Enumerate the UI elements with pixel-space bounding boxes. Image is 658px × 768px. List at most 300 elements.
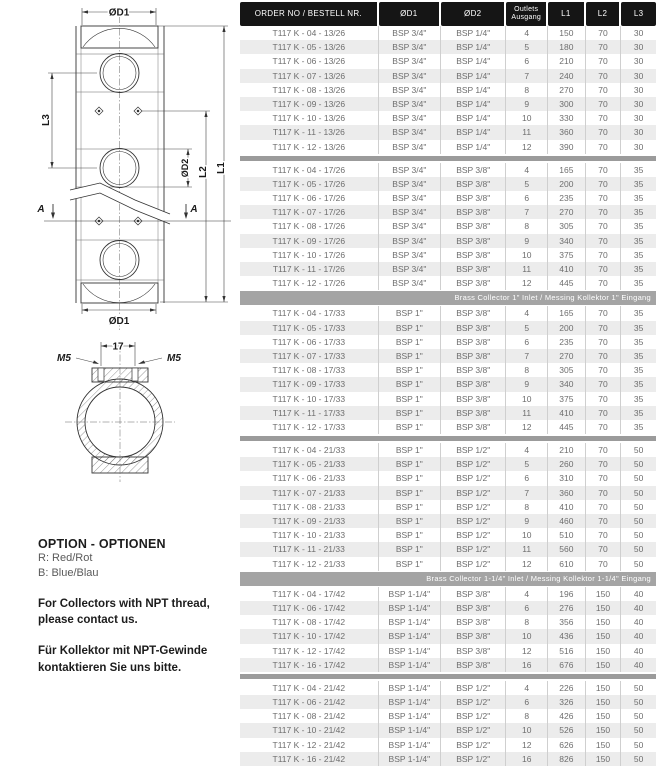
order-no-cell: T117 K - 04 - 17/42 (240, 587, 379, 601)
column-header-l2: L2 (586, 2, 622, 26)
value-cell: 50 (633, 501, 644, 512)
value-cell: 10 (506, 629, 548, 643)
value-cell: BSP 3/8" (441, 644, 506, 658)
value-cell: BSP 3/8" (441, 420, 506, 434)
value-cell: BSP 1/4" (441, 97, 506, 111)
order-no-cell: T117 K - 08 - 17/42 (240, 615, 379, 629)
order-table (238, 0, 658, 768)
dim-label-l1: L1 (216, 162, 227, 174)
value-cell: BSP 3/4" (379, 140, 441, 154)
option-blue: B: Blue/Blau (38, 567, 99, 580)
column-header-l3: L3 (621, 2, 656, 26)
value-cell: 7 (506, 349, 548, 363)
value-cell: 560 (548, 542, 586, 556)
table-row (240, 205, 656, 219)
section-banner: Brass Collector 1" Inlet / Messing Kollektor 1" Eingang (240, 291, 656, 305)
value-cell: 165 (548, 306, 586, 320)
value-cell: BSP 1/2" (441, 528, 506, 542)
value-cell: BSP 3/4" (379, 262, 441, 276)
value-cell: BSP 1" (379, 471, 441, 485)
table-row (240, 83, 656, 97)
value-cell: BSP 1" (379, 406, 441, 420)
value-cell: BSP 3/8" (441, 163, 506, 177)
value-cell: 4 (506, 587, 548, 601)
order-no-cell: T117 K - 07 - 17/33 (240, 349, 379, 363)
value-cell: 4 (506, 306, 548, 320)
column-header-outlets-de: Ausgang (511, 14, 542, 21)
table-header-row (240, 2, 656, 26)
value-cell: 70 (586, 111, 622, 125)
value-cell: BSP 3/8" (441, 191, 506, 205)
table-row (240, 125, 656, 139)
section-label-a-right: A (190, 204, 198, 215)
value-cell: BSP 3/8" (441, 321, 506, 335)
value-cell: 8 (506, 709, 548, 723)
value-cell: 516 (548, 644, 586, 658)
value-cell: 375 (548, 392, 586, 406)
value-cell: 626 (548, 738, 586, 752)
value-cell: 610 (548, 557, 586, 571)
table-row (240, 177, 656, 191)
value-cell: BSP 1/2" (441, 695, 506, 709)
table-row (240, 306, 656, 320)
table-row (240, 542, 656, 556)
value-cell: BSP 3/8" (441, 219, 506, 233)
value-cell: 360 (548, 486, 586, 500)
table-row (240, 709, 656, 723)
value-cell: BSP 3/8" (441, 658, 506, 672)
value-cell: BSP 1/2" (441, 723, 506, 737)
value-cell: 50 (633, 739, 644, 750)
order-no-cell: T117 K - 12 - 17/42 (240, 644, 379, 658)
value-cell: BSP 1/2" (441, 738, 506, 752)
value-cell: BSP 1" (379, 306, 441, 320)
value-cell: 8 (506, 219, 548, 233)
value-cell: BSP 1-1/4" (379, 644, 441, 658)
table-row (240, 644, 656, 658)
value-cell: BSP 3/4" (379, 54, 441, 68)
order-no-cell: T117 K - 12 - 21/42 (240, 738, 379, 752)
order-no-cell: T117 K - 12 - 17/33 (240, 420, 379, 434)
value-cell: BSP 1-1/4" (379, 695, 441, 709)
value-cell: 70 (586, 321, 622, 335)
value-cell: 35 (633, 350, 644, 361)
options-block (38, 537, 236, 676)
value-cell: 50 (633, 459, 644, 470)
value-cell: BSP 1/4" (441, 83, 506, 97)
value-cell: BSP 1/2" (441, 486, 506, 500)
value-cell: 30 (633, 70, 644, 81)
dim-label-m5-right: M5 (167, 353, 181, 364)
value-cell: BSP 1" (379, 377, 441, 391)
table-row (240, 248, 656, 262)
table-row (240, 377, 656, 391)
order-no-cell: T117 K - 07 - 17/26 (240, 205, 379, 219)
value-cell: 40 (633, 617, 644, 628)
value-cell: 436 (548, 629, 586, 643)
value-cell: 30 (633, 84, 644, 95)
value-cell: BSP 3/8" (441, 615, 506, 629)
value-cell: 356 (548, 615, 586, 629)
value-cell: 12 (506, 276, 548, 290)
value-cell: 70 (586, 163, 622, 177)
value-cell: BSP 3/8" (441, 177, 506, 191)
value-cell: 6 (506, 471, 548, 485)
order-no-cell: T117 K - 04 - 17/26 (240, 163, 379, 177)
order-no-cell: T117 K - 11 - 17/33 (240, 406, 379, 420)
value-cell: 50 (633, 487, 644, 498)
order-no-cell: T117 K - 06 - 17/33 (240, 335, 379, 349)
value-cell: 35 (633, 264, 644, 274)
value-cell: BSP 1" (379, 457, 441, 471)
table-row (240, 26, 656, 40)
value-cell: BSP 1" (379, 486, 441, 500)
value-cell: 6 (506, 191, 548, 205)
value-cell: 10 (506, 528, 548, 542)
option-red: R: Red/Rot (38, 552, 93, 564)
order-no-cell: T117 K - 10 - 17/26 (240, 248, 379, 262)
value-cell: 326 (548, 695, 586, 709)
value-cell: 30 (633, 56, 644, 67)
value-cell: BSP 1" (379, 420, 441, 434)
value-cell: 150 (548, 26, 586, 40)
value-cell: BSP 3/8" (441, 587, 506, 601)
dim-label-l3: L3 (41, 114, 52, 126)
order-no-cell: T117 K - 04 - 17/33 (240, 306, 379, 320)
value-cell: 150 (586, 695, 622, 709)
value-cell: BSP 1" (379, 321, 441, 335)
value-cell: 150 (586, 615, 622, 629)
value-cell: 260 (548, 457, 586, 471)
table-body (240, 26, 656, 768)
column-header-d1: ØD1 (379, 2, 441, 26)
value-cell: 70 (586, 26, 622, 40)
value-cell: BSP 3/4" (379, 83, 441, 97)
value-cell: 70 (586, 420, 622, 434)
order-no-cell: T117 K - 08 - 21/33 (240, 500, 379, 514)
value-cell: 50 (633, 445, 644, 456)
order-no-cell: T117 K - 08 - 13/26 (240, 83, 379, 97)
value-cell: 30 (633, 141, 644, 152)
table-row (240, 471, 656, 485)
value-cell: BSP 1/2" (441, 500, 506, 514)
value-cell: BSP 1-1/4" (379, 738, 441, 752)
value-cell: 226 (548, 681, 586, 695)
table-row (240, 681, 656, 695)
value-cell: BSP 1/4" (441, 111, 506, 125)
value-cell: BSP 1/4" (441, 69, 506, 83)
value-cell: 676 (548, 658, 586, 672)
value-cell: 70 (586, 276, 622, 290)
value-cell: BSP 1" (379, 514, 441, 528)
value-cell: 210 (548, 54, 586, 68)
value-cell: 11 (506, 125, 548, 139)
value-cell: BSP 3/8" (441, 377, 506, 391)
value-cell: 8 (506, 615, 548, 629)
order-no-cell: T117 K - 07 - 13/26 (240, 69, 379, 83)
value-cell: 8 (506, 363, 548, 377)
value-cell: BSP 3/4" (379, 205, 441, 219)
block-separator-bar (240, 436, 656, 441)
value-cell: BSP 3/4" (379, 177, 441, 191)
value-cell: 11 (506, 542, 548, 556)
value-cell: BSP 1/2" (441, 709, 506, 723)
order-no-cell: T117 K - 09 - 13/26 (240, 97, 379, 111)
order-no-cell: T117 K - 11 - 13/26 (240, 125, 379, 139)
value-cell: 150 (586, 723, 622, 737)
value-cell: 35 (633, 379, 644, 390)
table-row (240, 629, 656, 643)
value-cell: 50 (633, 558, 644, 569)
value-cell: 4 (506, 681, 548, 695)
value-cell: 70 (586, 248, 622, 262)
order-no-cell: T117 K - 11 - 21/33 (240, 542, 379, 556)
value-cell: 10 (506, 392, 548, 406)
order-no-cell: T117 K - 07 - 21/33 (240, 486, 379, 500)
value-cell: 460 (548, 514, 586, 528)
dim-label-d2: ØD2 (180, 158, 190, 178)
value-cell: BSP 1/2" (441, 557, 506, 571)
order-no-cell: T117 K - 05 - 17/33 (240, 321, 379, 335)
value-cell: 445 (548, 420, 586, 434)
value-cell: 7 (506, 205, 548, 219)
value-cell: 70 (586, 363, 622, 377)
value-cell: 6 (506, 695, 548, 709)
order-no-cell: T117 K - 11 - 17/26 (240, 262, 379, 276)
table-row (240, 738, 656, 752)
value-cell: BSP 3/4" (379, 69, 441, 83)
value-cell: BSP 3/8" (441, 629, 506, 643)
value-cell: 210 (548, 443, 586, 457)
value-cell: 70 (586, 457, 622, 471)
value-cell: 35 (633, 407, 644, 418)
order-no-cell: T117 K - 10 - 21/42 (240, 723, 379, 737)
table-row (240, 163, 656, 177)
value-cell: BSP 1-1/4" (379, 723, 441, 737)
order-no-cell: T117 K - 16 - 17/42 (240, 658, 379, 672)
value-cell: 30 (633, 42, 644, 53)
value-cell: BSP 1-1/4" (379, 752, 441, 766)
value-cell: BSP 1-1/4" (379, 681, 441, 695)
value-cell: 310 (548, 471, 586, 485)
dimension-labels (36, 8, 227, 328)
value-cell: 70 (586, 191, 622, 205)
value-cell: 70 (586, 392, 622, 406)
value-cell: BSP 1-1/4" (379, 587, 441, 601)
value-cell: 70 (586, 54, 622, 68)
order-no-cell: T117 K - 10 - 17/42 (240, 629, 379, 643)
value-cell: 510 (548, 528, 586, 542)
collector-section-view (65, 342, 175, 482)
value-cell: 330 (548, 111, 586, 125)
value-cell: 35 (633, 207, 644, 218)
value-cell: 50 (633, 682, 644, 693)
value-cell: 40 (633, 659, 644, 670)
value-cell: BSP 1" (379, 349, 441, 363)
value-cell: 410 (548, 500, 586, 514)
value-cell: 70 (586, 140, 622, 154)
value-cell: 410 (548, 262, 586, 276)
value-cell: BSP 3/4" (379, 125, 441, 139)
column-header-outlets (506, 2, 548, 26)
value-cell: 35 (633, 308, 644, 319)
dim-label-d1-top: ØD1 (108, 7, 130, 19)
table-row (240, 695, 656, 709)
value-cell: 12 (506, 644, 548, 658)
value-cell: BSP 3/4" (379, 97, 441, 111)
value-cell: 70 (586, 500, 622, 514)
value-cell: 390 (548, 140, 586, 154)
value-cell: 70 (586, 486, 622, 500)
value-cell: BSP 3/4" (379, 234, 441, 248)
table-row (240, 457, 656, 471)
block-separator-bar (240, 674, 656, 679)
value-cell: BSP 3/8" (441, 205, 506, 219)
value-cell: BSP 1/4" (441, 125, 506, 139)
value-cell: BSP 1/2" (441, 471, 506, 485)
value-cell: 50 (633, 544, 644, 555)
value-cell: 4 (506, 163, 548, 177)
value-cell: 9 (506, 514, 548, 528)
order-no-cell: T117 K - 08 - 17/26 (240, 219, 379, 233)
value-cell: BSP 1/2" (441, 752, 506, 766)
table-row (240, 406, 656, 420)
value-cell: 270 (548, 349, 586, 363)
value-cell: 35 (633, 249, 644, 260)
order-no-cell: T117 K - 10 - 21/33 (240, 528, 379, 542)
value-cell: BSP 1" (379, 443, 441, 457)
value-cell: 150 (586, 658, 622, 672)
table-row (240, 276, 656, 290)
value-cell: 5 (506, 40, 548, 54)
table-row (240, 514, 656, 528)
order-no-cell: T117 K - 04 - 21/33 (240, 443, 379, 457)
value-cell: 70 (586, 528, 622, 542)
value-cell: 30 (633, 28, 644, 38)
table-row (240, 69, 656, 83)
table-row (240, 392, 656, 406)
value-cell: 35 (633, 278, 644, 289)
table-row (240, 321, 656, 335)
table-row (240, 40, 656, 54)
value-cell: 70 (586, 177, 622, 191)
value-cell: 70 (586, 557, 622, 571)
value-cell: 35 (633, 322, 644, 333)
collector-front-view (70, 16, 170, 330)
table-row (240, 420, 656, 434)
value-cell: 70 (586, 443, 622, 457)
value-cell: 50 (633, 516, 644, 526)
value-cell: BSP 3/8" (441, 276, 506, 290)
value-cell: 35 (633, 221, 644, 232)
value-cell: BSP 1-1/4" (379, 709, 441, 723)
value-cell: BSP 3/4" (379, 163, 441, 177)
value-cell: 150 (586, 629, 622, 643)
value-cell: 70 (586, 335, 622, 349)
value-cell: BSP 1/2" (441, 514, 506, 528)
value-cell: 375 (548, 248, 586, 262)
value-cell: BSP 3/8" (441, 406, 506, 420)
order-no-cell: T117 K - 12 - 13/26 (240, 140, 379, 154)
value-cell: BSP 3/4" (379, 219, 441, 233)
value-cell: BSP 1/4" (441, 54, 506, 68)
value-cell: 5 (506, 177, 548, 191)
value-cell: BSP 1" (379, 528, 441, 542)
table-row (240, 723, 656, 737)
order-no-cell: T117 K - 09 - 17/33 (240, 377, 379, 391)
value-cell: 9 (506, 97, 548, 111)
table-row (240, 557, 656, 571)
value-cell: 70 (586, 83, 622, 97)
value-cell: 30 (633, 127, 644, 138)
value-cell: BSP 3/4" (379, 248, 441, 262)
value-cell: 50 (633, 711, 644, 722)
table-row (240, 528, 656, 542)
value-cell: 410 (548, 406, 586, 420)
value-cell: BSP 1/4" (441, 140, 506, 154)
order-no-cell: T117 K - 05 - 17/26 (240, 177, 379, 191)
value-cell: 70 (586, 542, 622, 556)
value-cell: 8 (506, 500, 548, 514)
value-cell: BSP 1/4" (441, 40, 506, 54)
value-cell: 150 (586, 601, 622, 615)
value-cell: 12 (506, 738, 548, 752)
value-cell: 10 (506, 248, 548, 262)
order-no-cell: T117 K - 06 - 13/26 (240, 54, 379, 68)
value-cell: BSP 1/4" (441, 26, 506, 40)
value-cell: 35 (633, 164, 644, 175)
order-no-cell: T117 K - 08 - 21/42 (240, 709, 379, 723)
value-cell: 6 (506, 601, 548, 615)
order-no-cell: T117 K - 05 - 13/26 (240, 40, 379, 54)
value-cell: 35 (633, 421, 644, 432)
order-no-cell: T117 K - 16 - 21/42 (240, 752, 379, 766)
order-no-cell: T117 K - 09 - 17/26 (240, 234, 379, 248)
value-cell: 4 (506, 443, 548, 457)
value-cell: BSP 1/2" (441, 443, 506, 457)
order-no-cell: T117 K - 06 - 21/33 (240, 471, 379, 485)
value-cell: 150 (586, 587, 622, 601)
value-cell: 6 (506, 54, 548, 68)
value-cell: BSP 1-1/4" (379, 658, 441, 672)
order-no-cell: T117 K - 12 - 21/33 (240, 557, 379, 571)
table-row (240, 140, 656, 154)
order-no-cell: T117 K - 04 - 21/42 (240, 681, 379, 695)
table-row (240, 234, 656, 248)
table-row (240, 601, 656, 615)
value-cell: 180 (548, 40, 586, 54)
order-no-cell: T117 K - 04 - 13/26 (240, 26, 379, 40)
value-cell: 300 (548, 97, 586, 111)
dim-label-l2: L2 (198, 166, 209, 178)
value-cell: BSP 3/8" (441, 363, 506, 377)
table-row (240, 191, 656, 205)
npt-note-english: For Collectors with NPT thread, please contact us. (38, 597, 210, 627)
value-cell: 340 (548, 234, 586, 248)
value-cell: 8 (506, 83, 548, 97)
value-cell: 240 (548, 69, 586, 83)
value-cell: BSP 3/8" (441, 306, 506, 320)
value-cell: 16 (506, 658, 548, 672)
order-no-cell: T117 K - 12 - 17/26 (240, 276, 379, 290)
value-cell: 12 (506, 557, 548, 571)
value-cell: 35 (633, 393, 644, 404)
value-cell: 50 (633, 530, 644, 541)
table-row (240, 262, 656, 276)
value-cell: BSP 3/4" (379, 26, 441, 40)
dim-label-d1-bottom: ØD1 (108, 316, 130, 327)
column-header-d2: ØD2 (441, 2, 506, 26)
